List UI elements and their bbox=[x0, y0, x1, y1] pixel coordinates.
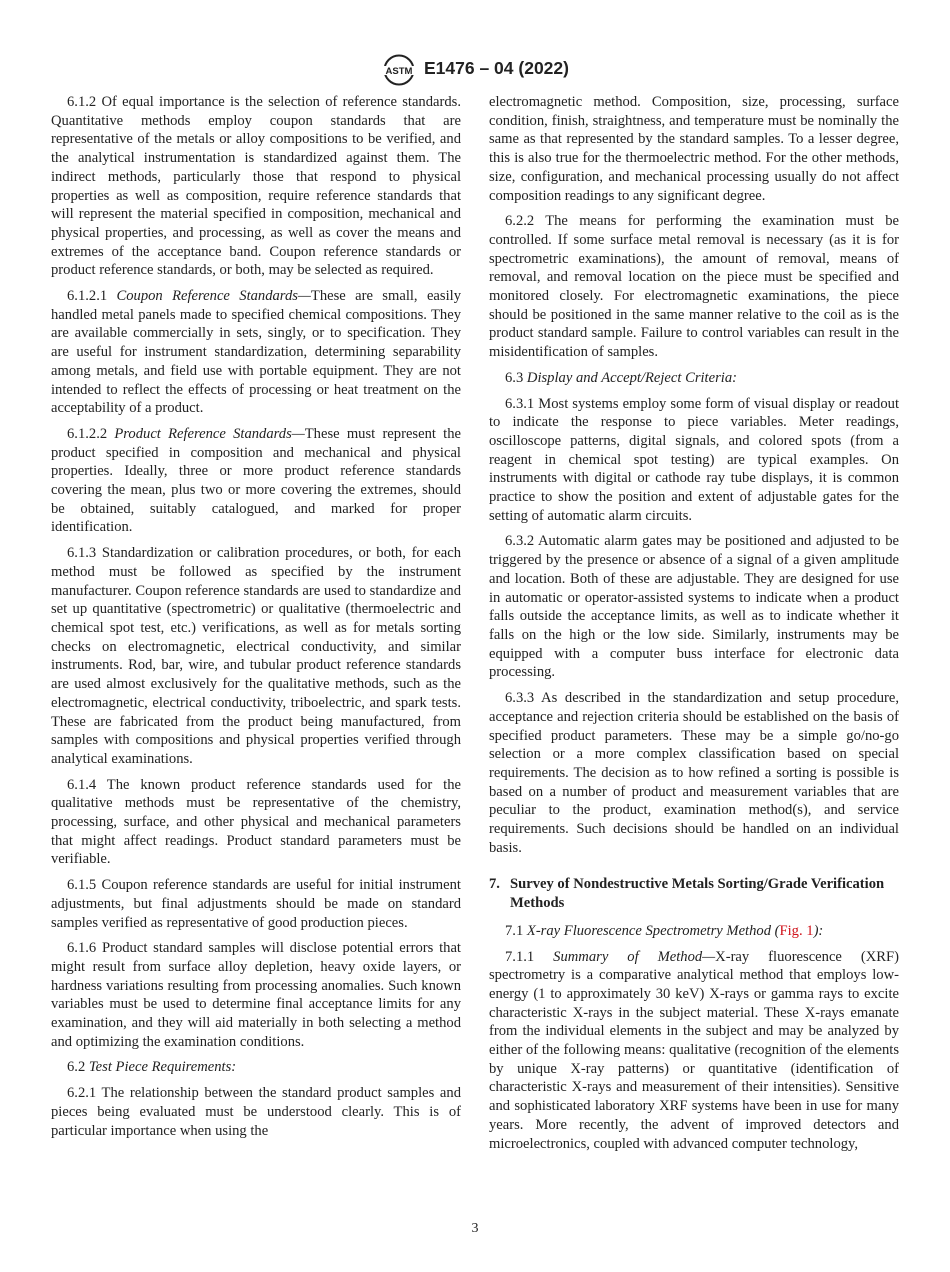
paragraph-6-3-3: 6.3.3 As described in the standardization and setup procedure, acceptance and rejection criteria should be established on the basis of specified product parameters. These may be a simple go/no-go selection or a more complex classification based on special requirements. The decision as to how refined a sorting is possible is based on a number of product and measurement variables that are peculiar to the product, examination method(s), and service requirements. Such decisions should be handled on an individual basis. bbox=[489, 690, 899, 856]
page-number: 3 bbox=[471, 1221, 479, 1236]
clause-number: 6.1.2.1 bbox=[67, 288, 108, 305]
clause-title-end: ): bbox=[813, 922, 824, 939]
paragraph-6-2-1-continued: electromagnetic method. Composition, size, processing, surface condition, finish, straightness, and temperature must be nominally the same as that represented by the standard samples. To a lesser degree, this is also true for the thermoelectric method. For the other methods, size, configuration, and mechanical processing usually do not affect composition readings to any significant degree. bbox=[489, 94, 899, 204]
clause-body: These must represent the product specified in composition and mechanical and physical properties. Ideally, three or more product reference standards covering the mean, plus two or more covering the extremes, should be obtained, suitably catalogued, and marked for proper identification. bbox=[51, 425, 461, 536]
paragraph-6-1-4: 6.1.4 The known product reference standards used for the qualitative methods must be representative of the chemistry, processing, surface, and other physical and mechanical parameters that might affect readings. Product standard parameters must be verifiable. bbox=[51, 776, 461, 868]
paragraph-6-1-6: 6.1.6 Product standard samples will disclose potential errors that might result from surface alloy depletion, heavy oxide layers, or hardness variations resulting from processing anomalies. Such known variables must be used to determine final acceptance limits for any examination, and they will aid materially in both selecting a method and optimizing the examination conditions. bbox=[51, 940, 461, 1050]
clause-number: 6.1.2.2 bbox=[67, 425, 108, 442]
clause-body: These are small, easily handled metal panels made to specified chemical compositions. They are available commercially in sets, singly, or to specification. They are useful for instrument standardization, determining separability among metals, and field use with portable equipment. They are not intended to reflect the effects of processing or heat treatment on the acceptability of a product. bbox=[51, 288, 461, 417]
paragraph-6-1-2-2 bbox=[51, 425, 461, 537]
heading-7-1 bbox=[489, 922, 899, 941]
figure-1-link[interactable]: Fig. 1 bbox=[779, 922, 814, 939]
paragraph-6-1-3: 6.1.3 Standardization or calibration procedures, or both, for each method must be followed as specified by the instrument manufacturer. Coupon reference standards are used to standardize and set up quantitative (spectrometric) or qualitative (thermoelectric and chemical spot test, etc.) verifications, as well as for metals sorting checks on electromagnetic, electrical conductivity, and similar instruments. Rod, bar, wire, and tubular product reference standards are used almost exclusively for the qualitative methods, such as the electromagnetic, electrical conductivity, triboelectric, and spark tests. These are fabricated from the product being manufactured, from samples with compositions and physical properties verified through analytical examinations. bbox=[51, 545, 461, 767]
clause-number: 7.1.1 bbox=[505, 948, 535, 965]
paragraph-6-3-2: 6.3.2 Automatic alarm gates may be positioned and adjusted to be triggered by the presence or absence of a signal of a given amplitude and location. Both of these are adjustable. They are designed for use in automatic or operator-assisted systems to indicate when a product falls outside the acceptance limits, as well as to indicate whether it falls on the high or the low side. Similarly, instruments may be equipped with a computer buss interface for electronic data processing. bbox=[489, 533, 899, 681]
paragraph-7-1-1 bbox=[489, 948, 899, 1154]
paragraph-6-1-2: 6.1.2 Of equal importance is the selection of reference standards. Quantitative methods employ coupon standards that are representative of the metals or alloy compositions to be verified, and the analytical instrumentation is standardized against them. The indirect methods, particularly those that respond to physical properties as well as composition, require reference standards that will represent the material specified in composition, mechanical and physical properties, and processing, as well as cover the means and extremes of the acceptance band. Coupon reference standards or product reference standards, or both, may be selected as required. bbox=[51, 94, 461, 279]
clause-title: Test Piece Requirements: bbox=[88, 1059, 237, 1076]
section-title: Survey of Nondestructive Metals Sorting/Grade Verification Methods bbox=[510, 876, 885, 912]
clause-number: 7.1 bbox=[505, 922, 524, 939]
paragraph-6-3-1: 6.3.1 Most systems employ some form of visual display or readout to indicate the response to piece variables. Meter readings, oscilloscope patterns, digital signals, and colored spots (from a reagent in chemical spot testing) are typical examples. On instruments with digital or cathode ray tube displays, it is common practice to show the position and extent of adjustable gates for the setting of automatic alarm circuits. bbox=[489, 395, 899, 524]
heading-6-2 bbox=[51, 1058, 461, 1077]
clause-number: 6.3 bbox=[505, 369, 524, 386]
clause-title: Summary of Method— bbox=[553, 948, 716, 965]
paragraph-6-2-1: 6.2.1 The relationship between the standard product samples and pieces being evaluated must be understood clearly. This is of particular importance when using the bbox=[51, 1085, 461, 1139]
right-column bbox=[489, 93, 899, 1160]
page-header bbox=[0, 54, 950, 88]
clause-title: X-ray Fluorescence Spectrometry Method ( bbox=[526, 922, 780, 939]
clause-title: Coupon Reference Standards— bbox=[116, 288, 311, 305]
paragraph-6-1-2-1 bbox=[51, 287, 461, 418]
section-number: 7. bbox=[489, 876, 500, 893]
clause-number: 6.2 bbox=[67, 1059, 86, 1076]
section-7-heading bbox=[489, 875, 899, 912]
clause-title: Product Reference Standards— bbox=[114, 425, 305, 442]
paragraph-6-1-5: 6.1.5 Coupon reference standards are useful for initial instrument adjustments, but final adjustments should be made on standard samples verified as representative of good production pieces. bbox=[51, 877, 461, 931]
document-designation: E1476 – 04 (2022) bbox=[424, 58, 569, 78]
left-column bbox=[51, 93, 461, 1147]
heading-6-3 bbox=[489, 369, 899, 388]
svg-text:ASTM: ASTM bbox=[385, 66, 413, 77]
astm-logo-icon bbox=[380, 54, 418, 86]
clause-title: Display and Accept/Reject Criteria: bbox=[526, 369, 737, 386]
paragraph-6-2-2: 6.2.2 The means for performing the examination must be controlled. If some surface metal removal is necessary (as it is for spectrometric examinations), the amount of removal, means of removal, and removal location on the piece must be specified and monitored closely. For electromagnetic examinations, the piece should be positioned in the same manner relative to the coil as is the product standard sample. Failure to control variables can result in the misidentification of samples. bbox=[489, 213, 899, 361]
clause-body: X-ray fluorescence (XRF) spectrometry is a comparative analytical method that employs low-energy (1 to approximately 30 keV) X-rays or gamma rays to excite characteristic X-rays in the subject material. These X-rays emanate from the individual elements in the subject and may be analyzed by either of the following means: qualitative (recognition of the elements by unique X-ray patterns) or quantitative (identification of characteristic X-rays and measurement of their intensities). Sensitive and sophisticated laboratory XRF systems have been in use for many years. More recently, the advent of improved detectors and microelectronics, coupled with advanced computer technology, bbox=[489, 948, 899, 1152]
